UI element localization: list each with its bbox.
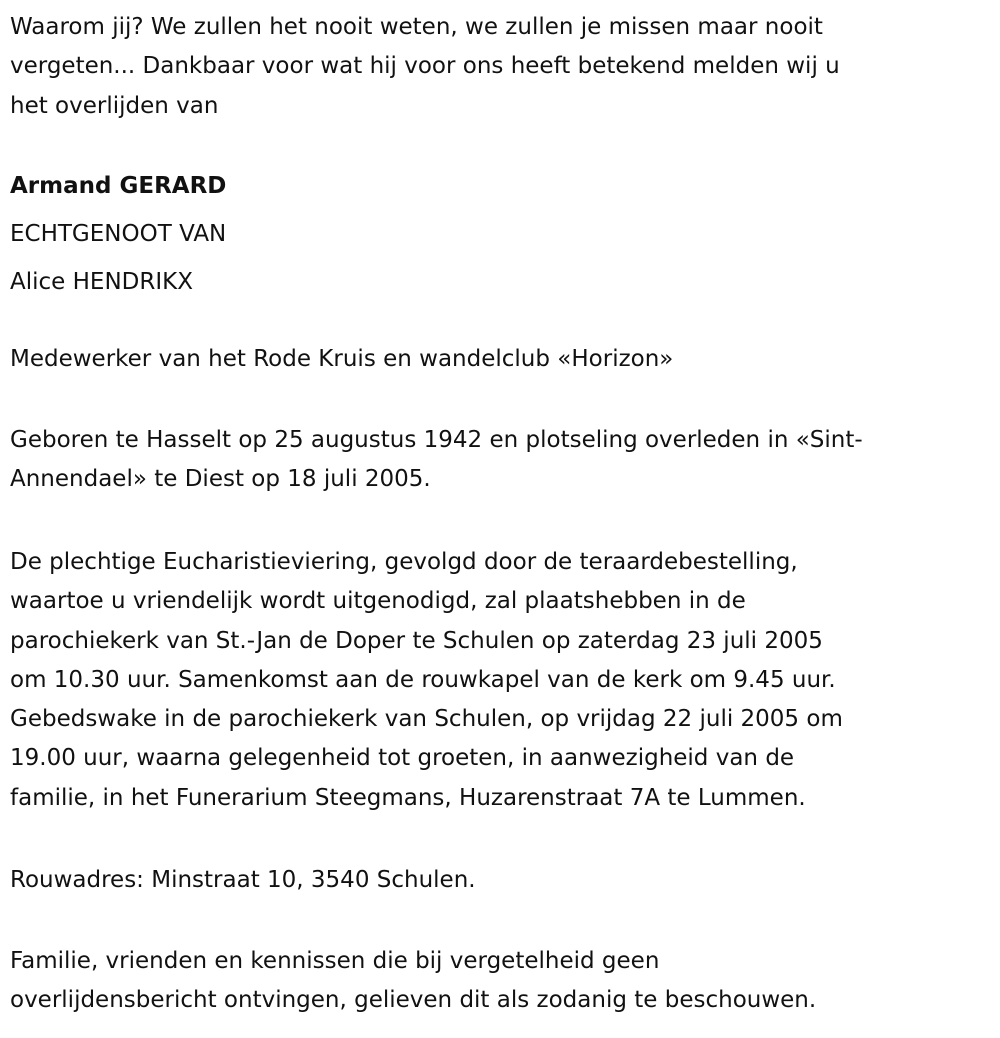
text-line: Geboren te Hasselt op 25 augustus 1942 en plotseling overleden in «Sint-	[10, 427, 863, 453]
text-line: vergeten... Dankbaar voor wat hij voor ons heeft betekend melden wij u	[10, 53, 840, 80]
birth-death-paragraph	[10, 421, 863, 500]
relation-label: ECHTGENOOT VAN	[10, 221, 227, 247]
text-line: Medewerker van het Rode Kruis en wandelclub «Horizon»	[10, 346, 674, 372]
intro-paragraph	[10, 8, 840, 126]
text-line: het overlijden van	[10, 92, 219, 119]
deceased-block	[10, 162, 226, 306]
deceased-name: Armand GERARD	[10, 173, 227, 199]
spouse-name: Alice HENDRIKX	[10, 269, 193, 295]
text-line: om 10.30 uur. Samenkomst aan de rouwkapel van de kerk om 9.45 uur.	[10, 666, 836, 693]
affiliation-paragraph	[10, 340, 673, 379]
text-line: familie, in het Funerarium Steegmans, Huzarenstraat 7A te Lummen.	[10, 784, 806, 811]
text-line: Waarom jij? We zullen het nooit weten, we zullen je missen maar nooit	[10, 14, 823, 40]
text-line: Rouwadres: Minstraat 10, 3540 Schulen.	[10, 867, 476, 893]
text-line: waartoe u vriendelijk wordt uitgenodigd, zal plaatshebben in de	[10, 588, 746, 615]
text-line: Familie, vrienden en kennissen die bij vergetelheid geen	[10, 948, 660, 974]
address-paragraph	[10, 861, 476, 900]
text-line: 19.00 uur, waarna gelegenheid tot groeten, in aanwezigheid van de	[10, 745, 795, 772]
text-line: Annendael» te Diest op 18 juli 2005.	[10, 466, 431, 493]
closing-paragraph	[10, 942, 816, 1021]
ceremony-paragraph	[10, 543, 843, 818]
text-line: parochiekerk van St.-Jan de Doper te Schulen op zaterdag 23 juli 2005	[10, 627, 823, 654]
text-line: Gebedswake in de parochiekerk van Schulen, op vrijdag 22 juli 2005 om	[10, 706, 843, 733]
text-line: overlijdensbericht ontvingen, gelieven dit als zodanig te beschouwen.	[10, 987, 817, 1014]
text-line: De plechtige Eucharistieviering, gevolgd door de teraardebestelling,	[10, 549, 798, 575]
